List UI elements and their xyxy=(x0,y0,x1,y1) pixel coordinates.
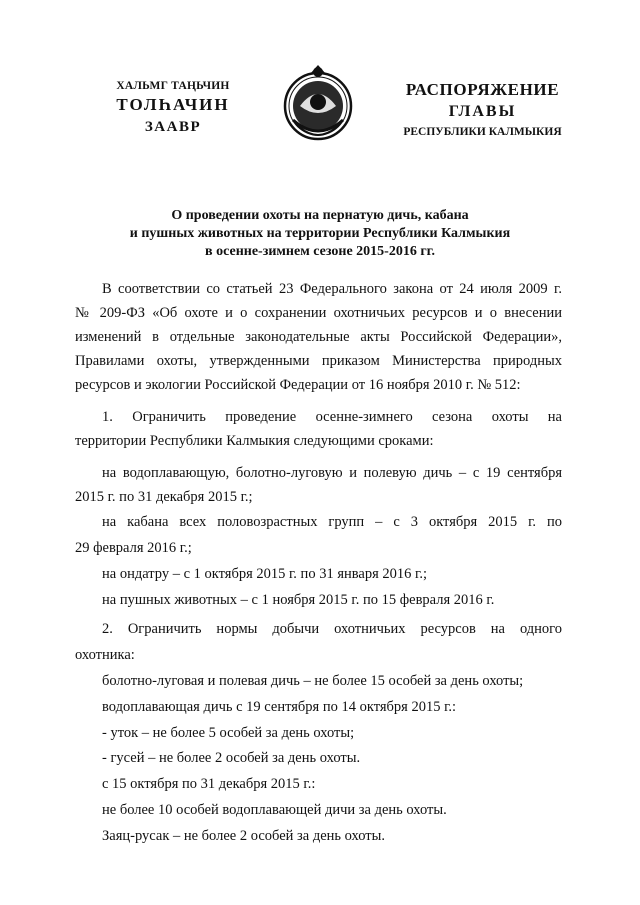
document-title xyxy=(60,207,580,261)
header-russian-line-1: РАСПОРЯЖЕНИЕ xyxy=(405,80,560,99)
body-line-13: на пушных животных – с 1 ноября 2015 г. по 15 февраля 2016 г. xyxy=(102,592,495,608)
header-russian xyxy=(395,80,570,138)
header-russian-line-2: ГЛАВЫ xyxy=(448,103,517,120)
body-line-20: с 15 октября по 31 декабря 2015 г.: xyxy=(102,776,316,792)
coat-of-arms-icon xyxy=(280,62,356,148)
body-line-19: - гусей – не более 2 особей за день охоты. xyxy=(102,750,361,766)
body-line-16: болотно-луговая и полевая дичь – не более 15 особей за день охоты; xyxy=(102,673,524,689)
header-kalmyk xyxy=(88,80,258,136)
header-kalmyk-line-2: ТОЛҺАЧИН xyxy=(116,95,230,114)
title-line-3: в осенне-зимнем сезоне 2015-2016 гг. xyxy=(205,244,435,259)
body-line-1: В соответствии со статьей 23 Федерального закона от 24 июля 2009 г. xyxy=(102,281,562,297)
title-line-1: О проведении охоты на пернатую дичь, кабана xyxy=(171,208,469,223)
body-line-4: Правилами охоты, утвержденными приказом Министерства природных xyxy=(75,353,562,369)
body-line-11: 29 февраля 2016 г.; xyxy=(75,540,192,556)
body-line-22: Заяц-русак – не более 2 особей за день охоты. xyxy=(102,828,385,844)
body-line-3: изменений в отдельные законодательные акты Российской Федерации», xyxy=(75,329,562,345)
body-line-15: охотника: xyxy=(75,647,135,663)
body-line-14: 2. Ограничить нормы добычи охотничьих ресурсов на одного xyxy=(102,621,562,637)
header-russian-line-3: РЕСПУБЛИКИ КАЛМЫКИЯ xyxy=(403,126,562,138)
body-line-8: на водоплавающую, болотно-луговую и полевую дичь – с 19 сентября xyxy=(102,465,562,481)
header-kalmyk-line-1: ХАЛЬМГ ТАҢЬЧИН xyxy=(116,80,230,92)
body-line-10: на кабана всех половозрастных групп – с 3 октября 2015 г. по xyxy=(102,514,562,530)
body-line-12: на ондатру – с 1 октября 2015 г. по 31 января 2016 г.; xyxy=(102,566,427,582)
body-line-18: - уток – не более 5 особей за день охоты; xyxy=(102,725,355,741)
body-line-5: ресурсов и экологии Российской Федерации от 16 ноября 2010 г. № 512: xyxy=(75,377,521,393)
body-line-2: № 209-ФЗ «Об охоте и о сохранении охотничьих ресурсов и о внесении xyxy=(75,305,562,321)
body-line-6: 1. Ограничить проведение осенне-зимнего сезона охоты на xyxy=(102,409,562,425)
body-line-17: водоплавающая дичь с 19 сентября по 14 октября 2015 г.: xyxy=(102,699,457,715)
body-line-7: территории Республики Калмыкия следующими сроками: xyxy=(75,433,434,449)
title-line-2: и пушных животных на территории Республики Калмыкия xyxy=(129,226,511,241)
body-line-21: не более 10 особей водоплавающей дичи за день охоты. xyxy=(102,802,447,818)
body-line-9: 2015 г. по 31 декабря 2015 г.; xyxy=(75,489,253,505)
header-kalmyk-line-3: ЗААВР xyxy=(144,119,202,135)
